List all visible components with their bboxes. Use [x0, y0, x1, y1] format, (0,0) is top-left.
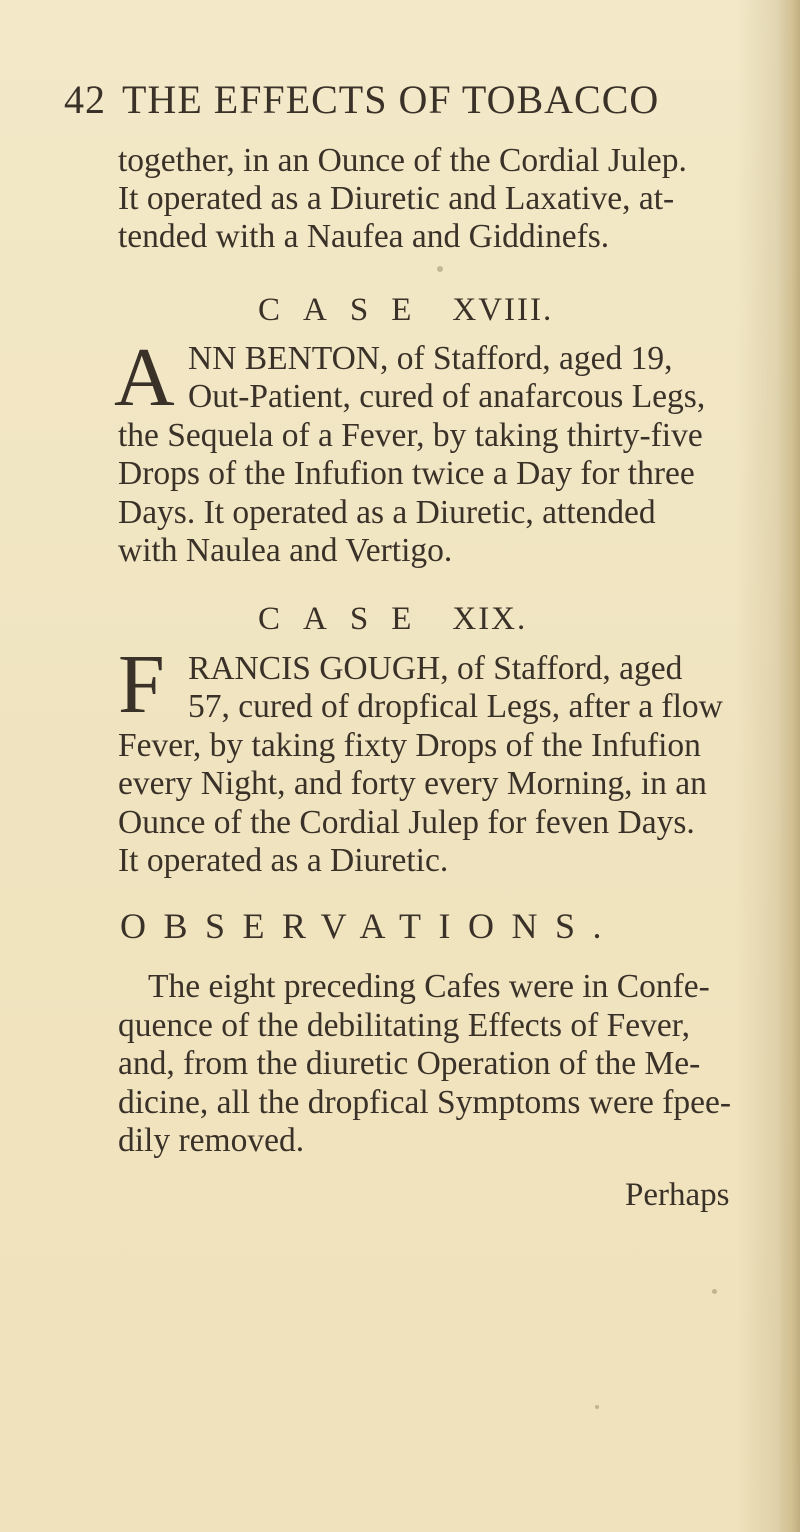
running-header — [64, 76, 659, 123]
case-18-line-3: the Sequela of a Fever, by taking thirty-five — [118, 417, 703, 454]
case-19-line-6: It operated as a Diuretic. — [118, 842, 449, 879]
case-19-word: CASE — [258, 601, 435, 637]
running-title: THE EFFECTS OF TOBACCO — [122, 77, 660, 122]
paper-speck — [437, 266, 443, 272]
case-18-drop-cap: A — [114, 331, 175, 424]
case-18-line-1: NN BENTON, of Stafford, aged 19, — [188, 340, 673, 377]
observations-line-4: dicine, all the dropfical Symptoms were fpee- — [118, 1084, 732, 1121]
case-18-heading — [258, 292, 553, 329]
case-19-line-2: 57, cured of dropfical Legs, after a flow — [188, 688, 723, 725]
observations-line-1: The eight preceding Cafes were in Confe- — [148, 968, 710, 1005]
case-19-drop-cap: F — [118, 638, 165, 731]
paper-speck — [712, 1289, 717, 1294]
case-19-heading — [258, 601, 527, 638]
page-edge-shadow — [778, 0, 800, 1532]
case-19-line-5: Ounce of the Cordial Julep for feven Days. — [118, 804, 695, 841]
page-number: 42 — [64, 77, 106, 122]
case-18-number: XVIII. — [452, 292, 554, 328]
case-19-line-1: RANCIS GOUGH, of Stafford, aged — [188, 650, 683, 687]
intro-line-2: It operated as a Diuretic and Laxative, at- — [118, 180, 675, 217]
case-18-line-5: Days. It operated as a Diuretic, attended — [118, 494, 656, 531]
catchword: Perhaps — [625, 1177, 730, 1213]
case-19-line-3: Fever, by taking fixty Drops of the Infufion — [118, 727, 701, 764]
paper-speck — [595, 1405, 599, 1409]
case-18-word: CASE — [258, 292, 435, 328]
case-18-line-4: Drops of the Infufion twice a Day for three — [118, 455, 695, 492]
observations-line-5: dily removed. — [118, 1122, 305, 1159]
observations-line-3: and, from the diuretic Operation of the Me- — [118, 1045, 701, 1082]
intro-line-3: tended with a Naufea and Giddinefs. — [118, 218, 610, 255]
observations-heading: OBSERVATIONS. — [120, 906, 620, 946]
case-19-line-4: every Night, and forty every Morning, in an — [118, 765, 707, 802]
case-18-line-6: with Naulea and Vertigo. — [118, 532, 453, 569]
case-19-number: XIX. — [452, 601, 528, 637]
case-18-line-2: Out-Patient, cured of anafarcous Legs, — [188, 378, 706, 415]
observations-line-2: quence of the debilitating Effects of Fever, — [118, 1007, 690, 1044]
intro-line-1: together, in an Ounce of the Cordial Julep. — [118, 142, 687, 179]
